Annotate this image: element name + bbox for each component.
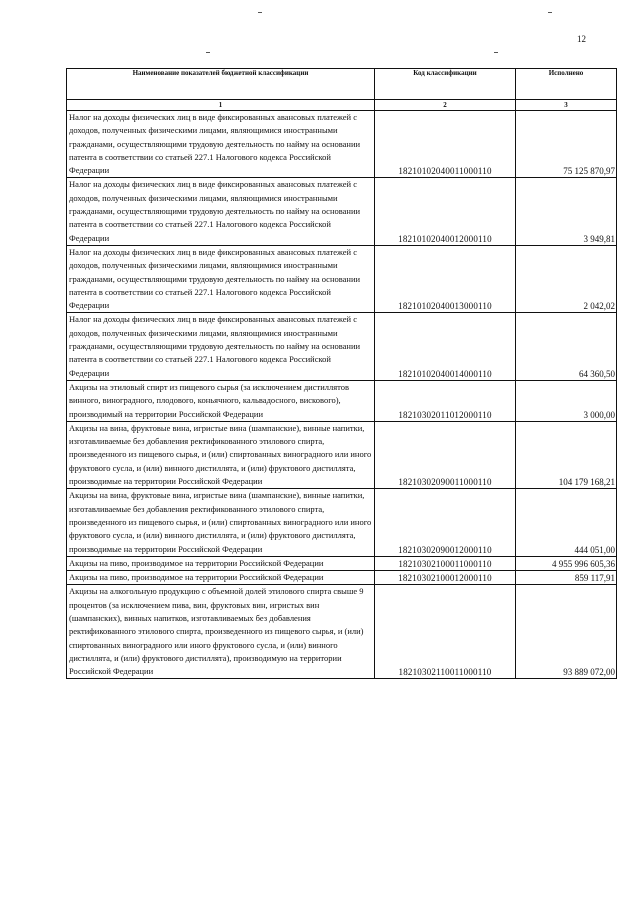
scan-speck [548, 12, 552, 13]
row-code: 18210302110011000110 [375, 585, 516, 679]
row-code: 18210302011012000110 [375, 380, 516, 421]
column-number: 3 [516, 100, 617, 111]
row-code: 18210102040013000110 [375, 245, 516, 312]
table-row [67, 245, 617, 312]
table-row [67, 556, 617, 570]
row-execution: 444 051,00 [516, 489, 617, 556]
table-row [67, 111, 617, 178]
row-execution: 4 955 996 605,36 [516, 556, 617, 570]
row-code: 18210302090011000110 [375, 421, 516, 488]
header-code: Код классификации [375, 69, 516, 100]
table-row [67, 489, 617, 556]
row-execution: 75 125 870,97 [516, 111, 617, 178]
scan-speck [206, 52, 210, 53]
row-code: 18210302100012000110 [375, 571, 516, 585]
row-code: 18210102040011000110 [375, 111, 516, 178]
row-code: 18210302090012000110 [375, 489, 516, 556]
column-number: 1 [67, 100, 375, 111]
budget-classification-table [66, 68, 617, 679]
table-row [67, 585, 617, 679]
row-execution: 104 179 168,21 [516, 421, 617, 488]
row-code: 18210102040014000110 [375, 313, 516, 380]
table-header-row [67, 69, 617, 100]
row-execution: 3 949,81 [516, 178, 617, 245]
page-number: 12 [577, 34, 586, 44]
row-code: 18210302100011000110 [375, 556, 516, 570]
table-row [67, 571, 617, 585]
scan-speck [494, 52, 498, 53]
header-name: Наименование показателей бюджетной классификации [67, 69, 375, 100]
row-name: Налог на доходы физических лиц в виде фиксированных авансовых платежей с доходов, полученных физическими лицами, являющимися иностранными гражданами, осуществляющими трудовую деятельность по найму на основании патента в соответствии со статьей 227.1 Налогового кодекса Российской Федерации [67, 313, 375, 380]
row-name: Акцизы на алкогольную продукцию с объемной долей этилового спирта свыше 9 процентов (за исключением пива, вин, фруктовых вин, игристых вин (шампанских), винных напитков, изготавливаемых без добавления ректификованного этилового спирта, произведенного из пищевого сырья, и (или) спиртованных виноградного или иного фруктового сусла, и (или) винного дистиллята, и (или) фруктового дистиллята), производимую на территории Российской Федерации [67, 585, 375, 679]
row-name: Налог на доходы физических лиц в виде фиксированных авансовых платежей с доходов, полученных физическими лицами, являющимися иностранными гражданами, осуществляющими трудовую деятельность по найму на основании патента в соответствии со статьей 227.1 Налогового кодекса Российской Федерации [67, 178, 375, 245]
row-code: 18210102040012000110 [375, 178, 516, 245]
row-execution: 93 889 072,00 [516, 585, 617, 679]
row-name: Акцизы на вина, фруктовые вина, игристые вина (шампанские), винные напитки, изготавливаемые без добавления ректификованного этилового спирта, произведенного из пищевого сырья, и (или) спиртованных виноградного или иного фруктового сусла, и (или) винного дистиллята, и (или) фруктового дистиллята, производимые на территории Российской Федерации [67, 421, 375, 488]
row-name: Акцизы на этиловый спирт из пищевого сырья (за исключением дистиллятов винного, виноградного, плодового, коньячного, кальвадосного, вискового), производимый на территории Российской Федерации [67, 380, 375, 421]
column-number: 2 [375, 100, 516, 111]
row-name: Налог на доходы физических лиц в виде фиксированных авансовых платежей с доходов, полученных физическими лицами, являющимися иностранными гражданами, осуществляющими трудовую деятельность по найму на основании патента в соответствии со статьей 227.1 Налогового кодекса Российской Федерации [67, 245, 375, 312]
row-name: Акцизы на вина, фруктовые вина, игристые вина (шампанские), винные напитки, изготавливаемые без добавления ректификованного этилового спирта, произведенного из пищевого сырья, и (или) спиртованных виноградного или иного фруктового сусла, и (или) винного дистиллята, и (или) фруктового дистиллята, производимые на территории Российской Федерации [67, 489, 375, 556]
row-execution: 859 117,91 [516, 571, 617, 585]
row-name: Налог на доходы физических лиц в виде фиксированных авансовых платежей с доходов, полученных физическими лицами, являющимися иностранными гражданами, осуществляющими трудовую деятельность по найму на основании патента в соответствии со статьей 227.1 Налогового кодекса Российской Федерации [67, 111, 375, 178]
table-row [67, 421, 617, 488]
header-execution: Исполнено [516, 69, 617, 100]
row-execution: 2 042,02 [516, 245, 617, 312]
table-row [67, 313, 617, 380]
row-execution: 64 360,50 [516, 313, 617, 380]
scan-speck [258, 12, 262, 13]
row-name: Акцизы на пиво, производимое на территории Российской Федерации [67, 571, 375, 585]
column-number-row [67, 100, 617, 111]
table-row [67, 380, 617, 421]
row-name: Акцизы на пиво, производимое на территории Российской Федерации [67, 556, 375, 570]
row-execution: 3 000,00 [516, 380, 617, 421]
table-row [67, 178, 617, 245]
